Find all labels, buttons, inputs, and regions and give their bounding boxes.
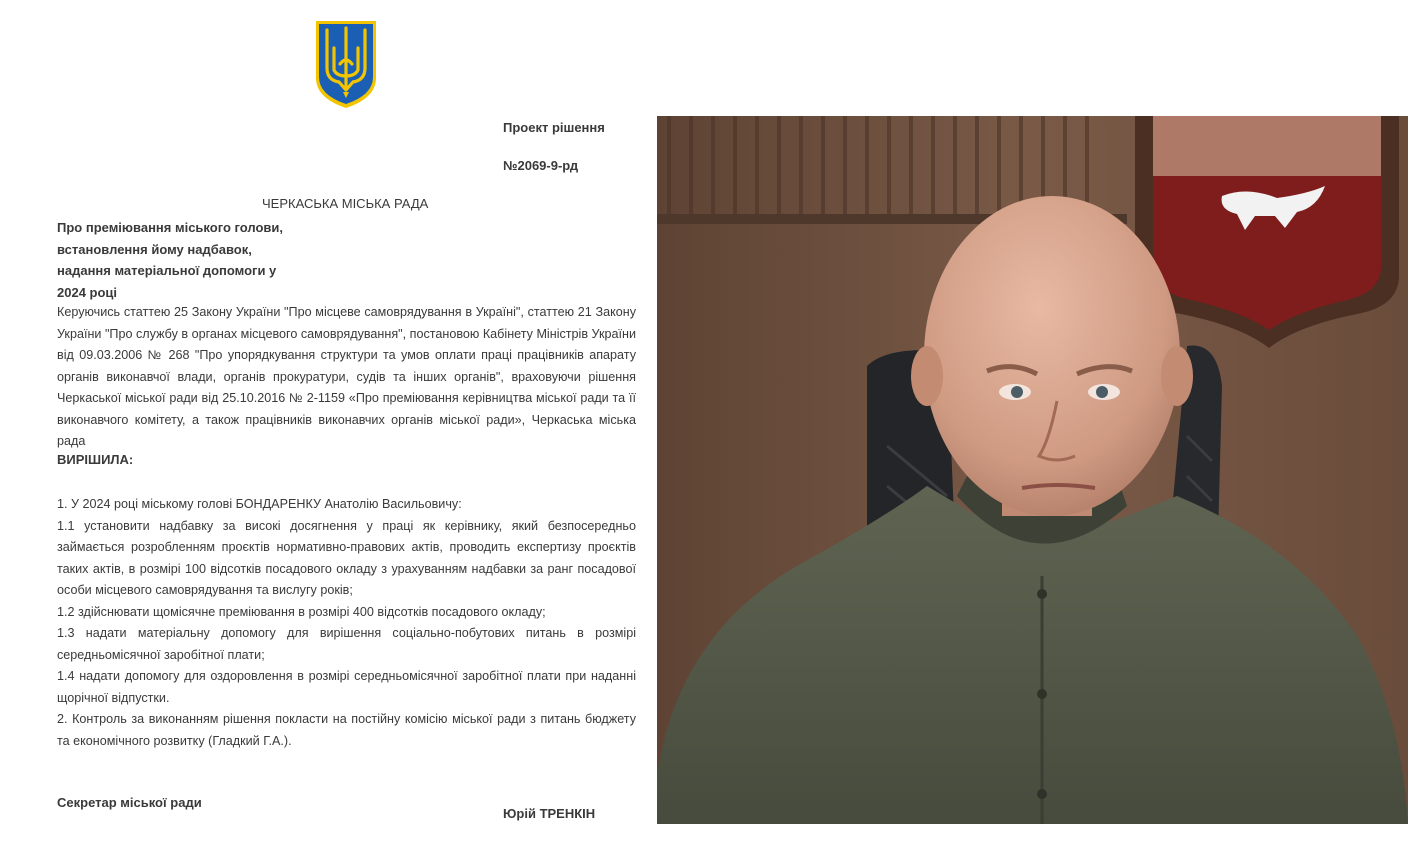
decision-item: 2. Контроль за виконанням рішення покласти на постійну комісію міської ради з питань бюджету та економічного розвитку (Гладкий Г.А.). (57, 712, 636, 748)
decision-item: 1.4 надати допомогу для оздоровлення в розмірі середньомісячної заробітної плати при наданні щорічної відпустки. (57, 669, 636, 705)
resolution-document (0, 0, 656, 844)
portrait-photo (657, 116, 1408, 824)
portrait-illustration (657, 116, 1408, 824)
title-line: 2024 році (57, 284, 118, 300)
document-title (57, 217, 283, 303)
project-number: №2069-9-рд (503, 158, 579, 173)
project-label: Проект рішення (503, 120, 605, 135)
preamble-paragraph: Керуючись статтею 25 Закону України "Про місцеве самоврядування в Україні", статтею 21 Закону України "Про службу в органах місцевого самоврядування", постановою Кабінету Міністрів України від 09.03.2006 № 268 "Про упорядкування структури та умов оплати праці працівників апарату органів виконавчої влади, органів прокуратури, судів та інших органів", враховуючи рішення Черкаської міської ради від 25.10.2016 № 2-1159 «Про преміювання керівництва міської ради та її виконавчого комітету, а також працівників виконавчих органів міської ради», Черкаська міська рада (57, 305, 636, 448)
decision-item: 1.1 установити надбавку за високі досягнення у праці як керівнику, який безпосередньо займається розробленням проєктів нормативно-правових актів, проводить експертизу проєктів таких актів, в розмірі 100 відсотків посадового окладу з урахуванням надбавки за ранг посадової особи місцевого самоврядування та вислугу років; (57, 518, 636, 597)
decided-label: ВИРІШИЛА: (57, 452, 134, 467)
signature-name: Юрій ТРЕНКІН (503, 806, 596, 821)
signature-position: Секретар міської ради (57, 795, 202, 810)
title-line: встановлення йому надбавок, (57, 241, 252, 257)
title-line: Про преміювання міського голови, (57, 220, 283, 235)
decision-items (57, 494, 636, 752)
title-line: надання матеріальної допомоги у (57, 263, 277, 278)
ukraine-coat-of-arms-icon (313, 18, 379, 110)
decision-item: 1.3 надати матеріальну допомогу для вирішення соціально-побутових питань в розмірі середньомісячної заробітної плати; (57, 626, 636, 662)
council-name: ЧЕРКАСЬКА МІСЬКА РАДА (262, 196, 429, 211)
decision-item: 1. У 2024 році міському голові БОНДАРЕНКУ Анатолію Васильовичу: (57, 497, 462, 511)
decision-item: 1.2 здійснювати щомісячне преміювання в розмірі 400 відсотків посадового окладу; (57, 604, 546, 619)
head (924, 196, 1180, 516)
